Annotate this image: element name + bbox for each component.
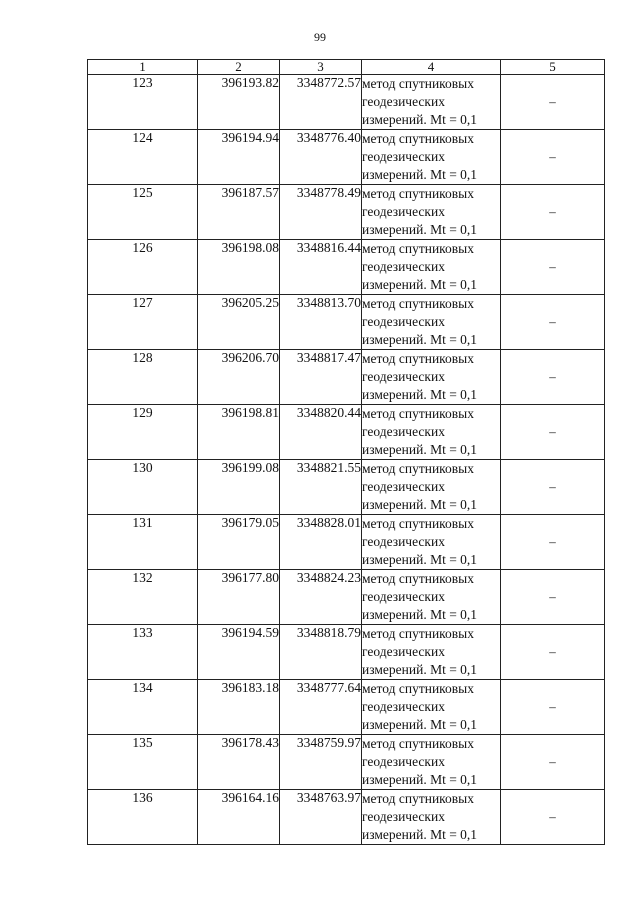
method-line: метод спутниковых [362,791,474,806]
method-line: метод спутниковых [362,736,474,751]
header-col-4: 4 [362,60,501,75]
method-line: метод спутниковых [362,571,474,586]
table-row [88,130,605,185]
coordinate-y: 3348820.44 [280,405,362,460]
point-number: 125 [88,185,198,240]
coordinate-x: 396194.94 [198,130,280,185]
table-row [88,405,605,460]
note-dash: – [501,350,605,405]
method-line: метод спутниковых [362,461,474,476]
coordinates-table [87,59,605,845]
method-description [362,515,501,570]
method-description [362,75,501,130]
method-line: геодезических [362,534,445,549]
note-dash: – [501,75,605,130]
note-dash: – [501,680,605,735]
coordinate-y: 3348763.97 [280,790,362,845]
method-line: геодезических [362,204,445,219]
method-line: измерений. Mt = 0,1 [362,112,478,127]
coordinate-x: 396179.05 [198,515,280,570]
method-description [362,460,501,515]
method-line: геодезических [362,644,445,659]
note-dash: – [501,570,605,625]
coordinate-y: 3348816.44 [280,240,362,295]
point-number: 133 [88,625,198,680]
table-row [88,185,605,240]
method-description [362,350,501,405]
method-line: геодезических [362,314,445,329]
coordinate-y: 3348818.79 [280,625,362,680]
table-row [88,570,605,625]
coordinate-y: 3348777.64 [280,680,362,735]
coordinate-y: 3348813.70 [280,295,362,350]
coordinate-x: 396205.25 [198,295,280,350]
method-description [362,295,501,350]
method-line: геодезических [362,699,445,714]
point-number: 132 [88,570,198,625]
table-header [88,60,605,75]
table-row [88,680,605,735]
note-dash: – [501,405,605,460]
method-line: измерений. Mt = 0,1 [362,827,478,842]
point-number: 129 [88,405,198,460]
point-number: 128 [88,350,198,405]
table-row [88,460,605,515]
method-line: метод спутниковых [362,241,474,256]
method-line: геодезических [362,809,445,824]
note-dash: – [501,295,605,350]
method-line: метод спутниковых [362,351,474,366]
method-description [362,240,501,295]
coordinate-x: 396183.18 [198,680,280,735]
point-number: 124 [88,130,198,185]
method-line: геодезических [362,589,445,604]
method-line: метод спутниковых [362,626,474,641]
method-line: метод спутниковых [362,516,474,531]
coordinate-x: 396198.81 [198,405,280,460]
method-line: метод спутниковых [362,131,474,146]
method-line: геодезических [362,94,445,109]
coordinate-y: 3348776.40 [280,130,362,185]
coordinate-y: 3348817.47 [280,350,362,405]
coordinate-x: 396178.43 [198,735,280,790]
point-number: 127 [88,295,198,350]
method-line: измерений. Mt = 0,1 [362,607,478,622]
table-row [88,515,605,570]
method-line: метод спутниковых [362,186,474,201]
coordinate-x: 396194.59 [198,625,280,680]
table-row [88,75,605,130]
point-number: 135 [88,735,198,790]
page-number: 99 [314,30,326,44]
point-number: 136 [88,790,198,845]
coordinate-y: 3348828.01 [280,515,362,570]
table-row [88,350,605,405]
method-line: метод спутниковых [362,406,474,421]
note-dash: – [501,515,605,570]
header-col-2: 2 [198,60,280,75]
point-number: 126 [88,240,198,295]
method-line: измерений. Mt = 0,1 [362,497,478,512]
coordinate-x: 396177.80 [198,570,280,625]
header-row [88,60,605,75]
note-dash: – [501,240,605,295]
method-line: геодезических [362,259,445,274]
header-col-1: 1 [88,60,198,75]
method-line: метод спутниковых [362,76,474,91]
method-line: геодезических [362,424,445,439]
coordinate-x: 396199.08 [198,460,280,515]
method-line: геодезических [362,369,445,384]
table-row [88,295,605,350]
method-line: измерений. Mt = 0,1 [362,662,478,677]
method-line: измерений. Mt = 0,1 [362,772,478,787]
note-dash: – [501,735,605,790]
table-row [88,790,605,845]
table-body [88,75,605,845]
method-description [362,625,501,680]
coordinate-x: 396164.16 [198,790,280,845]
coordinate-x: 396193.82 [198,75,280,130]
method-line: измерений. Mt = 0,1 [362,387,478,402]
note-dash: – [501,625,605,680]
method-description [362,405,501,460]
note-dash: – [501,185,605,240]
method-line: измерений. Mt = 0,1 [362,222,478,237]
method-description [362,680,501,735]
method-line: измерений. Mt = 0,1 [362,167,478,182]
header-col-3: 3 [280,60,362,75]
note-dash: – [501,790,605,845]
coordinate-y: 3348772.57 [280,75,362,130]
coordinate-y: 3348824.23 [280,570,362,625]
note-dash: – [501,130,605,185]
point-number: 134 [88,680,198,735]
method-description [362,570,501,625]
method-line: метод спутниковых [362,681,474,696]
table-row [88,735,605,790]
coordinate-y: 3348759.97 [280,735,362,790]
coordinate-x: 396198.08 [198,240,280,295]
coordinate-x: 396187.57 [198,185,280,240]
coordinate-y: 3348821.55 [280,460,362,515]
method-description [362,790,501,845]
method-description [362,735,501,790]
coordinate-x: 396206.70 [198,350,280,405]
method-line: метод спутниковых [362,296,474,311]
coordinate-y: 3348778.49 [280,185,362,240]
point-number: 130 [88,460,198,515]
point-number: 131 [88,515,198,570]
method-line: измерений. Mt = 0,1 [362,717,478,732]
point-number: 123 [88,75,198,130]
method-description [362,185,501,240]
method-line: геодезических [362,149,445,164]
table-row [88,240,605,295]
header-col-5: 5 [501,60,605,75]
method-line: измерений. Mt = 0,1 [362,552,478,567]
method-description [362,130,501,185]
method-line: геодезических [362,754,445,769]
note-dash: – [501,460,605,515]
table-row [88,625,605,680]
method-line: измерений. Mt = 0,1 [362,332,478,347]
method-line: измерений. Mt = 0,1 [362,277,478,292]
method-line: измерений. Mt = 0,1 [362,442,478,457]
method-line: геодезических [362,479,445,494]
